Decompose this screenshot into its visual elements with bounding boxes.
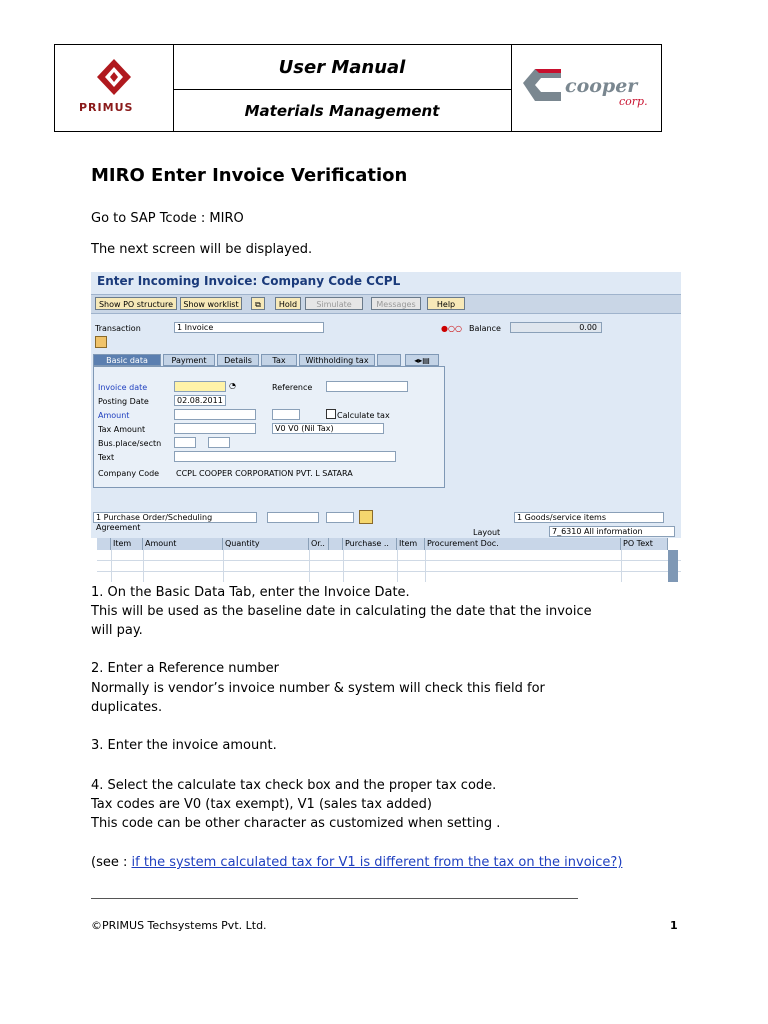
hold-button[interactable]: Hold [275,297,301,310]
text-input[interactable] [174,451,396,462]
page-number: 1 [670,919,678,932]
page-heading: MIRO Enter Invoice Verification [91,165,408,186]
intro-line-1: Go to SAP Tcode : MIRO [91,211,244,226]
copy-icon[interactable]: ⧉ [251,297,265,310]
layout-label: Layout [473,528,501,537]
posting-date-label: Posting Date [98,397,149,406]
currency-input[interactable] [272,409,300,420]
tax-amount-label: Tax Amount [98,425,146,434]
cooper-logo-sub: corp. [619,95,648,108]
step-1-line-1: 1. On the Basic Data Tab, enter the Invoice Date. [91,585,410,600]
show-po-structure-button[interactable]: Show PO structure [95,297,177,310]
folder-icon[interactable] [95,336,107,348]
header-table [54,44,662,132]
calculate-tax-label: Calculate tax [337,411,390,420]
sap-tabs [93,354,447,366]
execute-icon[interactable] [359,510,373,524]
footer-copyright: ©PRIMUS Techsystems Pvt. Ltd. [91,919,267,932]
step-1-line-2: This will be used as the baseline date in calculating the date that the invoice [91,604,592,619]
step-4-line-1: 4. Select the calculate tax check box and the proper tax code. [91,778,497,793]
primus-emblem-icon [55,45,173,131]
grid-header-purchase[interactable]: Purchase .. [343,538,397,550]
grid-header-procurement-doc[interactable]: Procurement Doc. [425,538,621,550]
amount-label: Amount [98,411,130,420]
step-3: 3. Enter the invoice amount. [91,738,277,753]
step-1-line-3: will pay. [91,623,143,638]
step-4-line-2: Tax codes are V0 (tax exempt), V1 (sales tax added) [91,797,432,812]
layout-select[interactable]: 7_6310 All information [549,526,675,537]
reference-label: Reference [272,383,313,392]
reference-input[interactable] [326,381,408,392]
intro-line-2: The next screen will be displayed. [91,242,313,257]
invoice-date-input[interactable] [174,381,226,392]
primus-logo-text: PRIMUS [79,101,134,114]
items-grid [91,538,681,582]
simulate-button[interactable]: Simulate [305,297,363,310]
grid-header-quantity[interactable]: Quantity [223,538,309,550]
messages-button[interactable]: Messages [371,297,421,310]
see-also-prefix: (see : [91,855,132,870]
po-item-input[interactable] [326,512,354,523]
tab-payment[interactable]: Payment [163,354,215,366]
calculate-tax-checkbox[interactable] [326,409,336,419]
help-button[interactable]: Help [427,297,465,310]
invoice-date-label: Invoice date [98,383,148,392]
sap-screenshot [91,272,681,582]
section-input[interactable] [208,437,230,448]
tab-scroll-arrows-icon[interactable]: ◂▸▤ [405,354,439,366]
posting-date-input[interactable]: 02.08.2011 [174,395,226,406]
grid-header-item[interactable]: Item [111,538,143,550]
step-2-line-3: duplicates. [91,700,163,715]
balance-value: 0.00 [510,322,602,333]
show-worklist-button[interactable]: Show worklist [180,297,242,310]
tax-difference-link[interactable]: if the system calculated tax for V1 is different from the tax on the invoice?) [131,855,623,870]
cooper-logo-text: cooper [565,75,638,97]
step-2-line-2: Normally is vendor’s invoice number & system will check this field for [91,681,545,696]
amount-input[interactable] [174,409,256,420]
tab-tax[interactable]: Tax [261,354,297,366]
grid-header-amount[interactable]: Amount [143,538,223,550]
bus-place-label: Bus.place/sectn [98,439,162,448]
company-code-value: CCPL COOPER CORPORATION PVT. L SATARA [176,469,353,478]
grid-scrollbar[interactable] [668,550,678,582]
items-select[interactable]: 1 Goods/service items [514,512,664,523]
calendar-icon[interactable]: ◔ [229,381,236,390]
see-also [91,853,691,873]
balance-status-icon: ●○○ [441,324,462,333]
basic-data-panel [93,366,445,488]
bus-place-input[interactable] [174,437,196,448]
step-2-line-1: 2. Enter a Reference number [91,661,279,676]
cooper-logo [511,45,662,131]
transaction-select[interactable]: 1 Invoice [174,322,324,333]
sap-toolbar [91,294,681,314]
company-code-label: Company Code [98,469,160,478]
sap-screen-title: Enter Incoming Invoice: Company Code CCPL [97,274,401,288]
tab-details[interactable]: Details [217,354,259,366]
tax-code-select[interactable]: V0 V0 (Nil Tax) [272,423,384,434]
document-subtitle: Materials Management [244,101,440,120]
grid-header-item-2[interactable]: Item [397,538,425,550]
tab-basic-data[interactable]: Basic data [93,354,161,366]
po-reference-select[interactable]: 1 Purchase Order/Scheduling Agreement [93,512,257,523]
balance-label: Balance [469,324,501,333]
tax-amount-input[interactable] [174,423,256,434]
grid-header-order[interactable]: Or.. [309,538,329,550]
po-number-input[interactable] [267,512,319,523]
primus-logo [55,45,174,131]
tab-withholding-tax[interactable]: Withholding tax [299,354,375,366]
transaction-label: Transaction [95,324,141,333]
text-label: Text [98,453,115,462]
grid-header-icon[interactable] [329,538,343,550]
footer-divider [91,898,578,899]
grid-header-po-text[interactable]: PO Text [621,538,668,550]
document-title: User Manual [173,45,511,90]
tab-more[interactable] [377,354,401,366]
step-4-line-3: This code can be other character as customized when setting . [91,816,501,831]
